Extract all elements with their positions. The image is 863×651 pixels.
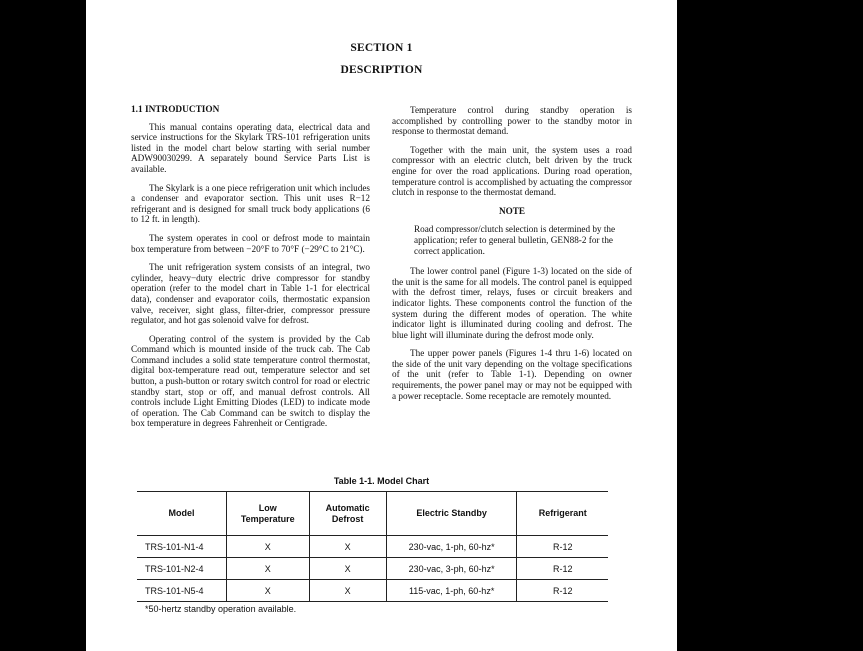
section-number: SECTION 1 [350, 42, 413, 54]
table-row [137, 536, 608, 558]
table-header-row [137, 492, 608, 536]
paragraph: Temperature control during standby operation is accomplished by controlling power to the standby motor in response to thermostat demand. [392, 105, 632, 137]
manual-page [86, 0, 677, 651]
table-cell: TRS-101-N2-4 [137, 558, 226, 580]
table-cell: X [226, 536, 309, 558]
table-cell: TRS-101-N5-4 [137, 580, 226, 602]
table-row [137, 558, 608, 580]
note-title: NOTE [498, 205, 526, 216]
model-chart-table [137, 491, 608, 602]
table-cell: X [226, 558, 309, 580]
paragraph: The Skylark is a one piece refrigeration unit which includes a condenser and evaporator section. This unit uses R−12 refrigerant and is designed for small truck body applications (6 to 12 ft. in length). [131, 182, 370, 225]
table-row [137, 580, 608, 602]
column-header: Electric Standby [386, 492, 517, 536]
table-cell: 230-vac, 3-ph, 60-hz* [386, 558, 517, 580]
paragraph: The upper power panels (Figures 1-4 thru 1-6) located on the side of the unit vary depending on the voltage specifications of the unit (refer to Table 1-1). Depending on owner requirements, the power panel may or may not be equipped with a power receptacle. Some receptacle are remotely mounted. [392, 348, 632, 401]
table-cell: X [226, 580, 309, 602]
table-cell: R-12 [517, 558, 608, 580]
paragraph: Operating control of the system is provided by the Cab Command which is mounted inside of the truck cab. The Cab Command includes a solid state temperature control thermostat, digital box-temperature read out, temperature selector and set button, a push-button or rotary switch control for road or electric standby start, stop or off, and manual defrost controls. All controls include Light Emitting Diodes (LED) to indicate mode of operation. The Cab Command can be switch to display the box temperature in degrees Fahrenheit or Centigrade. [131, 333, 370, 429]
table-cell: R-12 [517, 536, 608, 558]
table-cell: 230-vac, 1-ph, 60-hz* [386, 536, 517, 558]
column-header: Automatic Defrost [309, 492, 386, 536]
left-column [131, 105, 370, 437]
paragraph: The lower control panel (Figure 1-3) located on the side of the unit is the same for all models. The control panel is equipped with the defrost timer, relays, fuses or circuit breakers and indicator lights. These components control the function of the system during the different modes of operation. The white indicator light is illuminated during cooling and defrost. The blue light will illuminate during the defrost mode only. [392, 266, 632, 340]
table-cell: X [309, 558, 386, 580]
paragraph: Together with the main unit, the system uses a road compressor with an electric clutch, belt driven by the truck engine for over the road applications. During road operation, temperature control is accomplished by actuating the compressor clutch in response to the thermostat demand. [392, 144, 632, 198]
table-cell: X [309, 580, 386, 602]
paragraph: This manual contains operating data, electrical data and service instructions for the Skylark TRS-101 refrigeration units listed in the model chart below starting with serial number ADW90030299. A separately bound Service Parts List is available. [131, 121, 370, 174]
section-title: DESCRIPTION [340, 64, 423, 76]
table-caption: Table 1-1. Model Chart [333, 476, 430, 486]
paragraph: The unit refrigeration system consists of an integral, two cylinder, heavy−duty electric drive compressor for standby operation (refer to the model chart in Table 1-1 for electrical data), condenser and evaporator coils, thermostatic expansion valve, receiver, sight glass, filter-drier, compressor pressure regulator, and hot gas solenoid valve for defrost. [131, 262, 370, 326]
column-header: Refrigerant [517, 492, 608, 536]
note-body: Road compressor/clutch selection is determined by the application; refer to general bulletin, GEN88-2 for the correct application. [414, 224, 616, 256]
column-header: Low Temperature [226, 492, 309, 536]
table-footnote: *50-hertz standby operation available. [145, 604, 297, 614]
column-header: Model [137, 492, 226, 536]
table-cell: X [309, 536, 386, 558]
table-cell: R-12 [517, 580, 608, 602]
table-cell: 115-vac, 1-ph, 60-hz* [386, 580, 517, 602]
table-cell: TRS-101-N1-4 [137, 536, 226, 558]
right-column [392, 105, 632, 409]
paragraph: The system operates in cool or defrost mode to maintain box temperature from between −20°F to 70°F (−29°C to 21°C). [131, 232, 370, 254]
intro-heading: 1.1 INTRODUCTION [131, 105, 220, 115]
